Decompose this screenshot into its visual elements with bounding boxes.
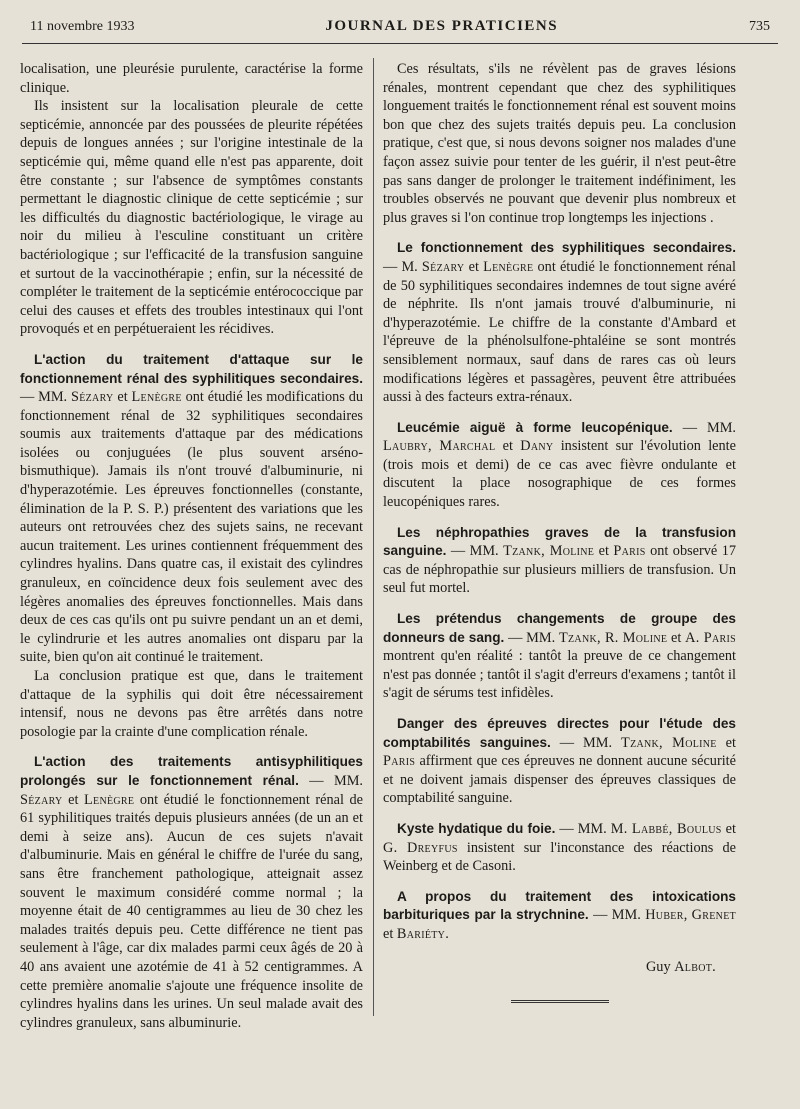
article-renal-attack-treatment	[20, 351, 363, 741]
author-name: M. Labbé, Boulus	[610, 820, 722, 837]
article-donor-groups	[383, 610, 736, 703]
header-rule	[22, 43, 778, 44]
right-column	[383, 60, 736, 1005]
author-name: Dany	[520, 438, 554, 455]
article-transfusion-nephropathy	[383, 524, 736, 598]
paragraph: Ils insistent sur la localisation pleurale de cette septicémie, annoncée par des poussées de pleurite répétées depuis de longues années ; sur l'origine intestinale de la septicémie qui, même quand elle n'est pas apparente, doit être constante ; sur l'absence de symptômes constants permettant le diagnostic clinique de cette septicémie ; sur les difficultés du diagnostic bactériologique, le virage au noir du milieu à l'esculine constituant un critère bactériologique ; sur l'efficacité de la transfusion sanguine et surtout de la vaccinothérapie ; enfin, sur la nécessité de compléter le traitement de la septicémie entérococcique par celui des causes et effets des troubles intestinaux qui l'ont provoqués et en perpétueraient les récidives.	[20, 98, 363, 338]
article-text: Danger des épreuves directes pour l'étude des comptabilités sanguines. — MM. Tzank, Moline et Paris affirment que ces épreuves ne donnent aucune sécurité et ne doivent jamais dispenser des épreuves classiques de comptabilité sanguine.	[383, 716, 736, 807]
article-secondary-syphilitics	[383, 239, 736, 406]
article-text: Les prétendus changements de groupe des donneurs de sang. — MM. Tzank, R. Moline et A. Paris montrent qu'en réalité : tantôt la preuve de ce changement n'est pas donnée ; tantôt il s'agit d'erreurs d'examens ; tantôt il s'agit de sérums test infidèles.	[383, 611, 736, 702]
article-heading: L'action du traitement d'attaque sur le fonctionnement rénal des syphilitiques secondaires.	[20, 351, 363, 386]
article-text: Le fonctionnement des syphilitiques secondaires. — M. Sézary et Lenègre ont étudié le fonctionnement rénal de 50 syphilitiques secondaires indemnes de tout signe avéré de néphrite. Ils n'ont jamais trouvé d'albuminurie, ni d'hyperazotémie. Le chiffre de la constante d'Ambard et l'épreuve de la phénolsulfone-phtaléine se sont montrés sensiblement normaux, sauf dans de rares cas où leurs modifications légères et passagères, peuvent être attribuées aussi à des facteurs extra-rénaux.	[383, 240, 736, 406]
article-heading: Leucémie aiguë à forme leucopénique.	[397, 419, 673, 435]
article-text: Leucémie aiguë à forme leucopénique. — MM. Laubry, Marchal et Dany insistent sur l'évolution lente (trois mois et demi) de ce cas avec fièvre ondulante et discutent la place nosographique de ces formes leucopéniques rares.	[383, 419, 736, 511]
article-text: L'action des traitements antisyphilitiques prolongés sur le fonctionnement rénal. — MM. Sézary et Lenègre ont étudié le fonctionnement rénal de 61 syphilitiques traités depuis plusieurs années (de un an et demi à seize ans). Aucun de ces sujets n'avait d'albuminurie. Mais en général le chiffre de l'urée du sang, sans être franchement pathologique, atteignait assez souvent le maximum considéré comme normal ; la moyenne était de 40 centigrammes au lieu de 30 chez les malades traités depuis peu. Cette différence ne tient pas seulement à l'âge, car dix malades parmi ceux âgés de 20 à 40 ans avaient une azotémie de 41 à 52 centigrammes. A cette première anomalie s'ajoute une fréquence insolite de cylindres hyalins dans les urines. Un seul malade avait des cylindres granuleux, sans albuminurie.	[20, 754, 364, 1031]
author-name: A. Paris	[685, 629, 736, 646]
end-ornament-rule	[511, 1000, 609, 1005]
article-hydatid-cyst	[383, 820, 736, 876]
article-heading: Les néphropathies graves de la transfusion sanguine.	[383, 524, 736, 559]
author-name: Laubry, Marchal	[383, 438, 496, 455]
article-heading: A propos du traitement des intoxications barbituriques par la strychnine.	[383, 888, 736, 923]
article-heading: Les prétendus changements de groupe des donneurs de sang.	[383, 611, 736, 645]
author-name: Sézary	[70, 389, 114, 406]
author-name: Sézary	[421, 258, 465, 275]
author-name: Tzank, R. Moline	[558, 629, 668, 646]
article-prolonged-treatment	[20, 753, 363, 1032]
article-heading: Danger des épreuves directes pour l'étude des comptabilités sanguines.	[383, 716, 736, 750]
article-heading: Le fonctionnement des syphilitiques secondaires.	[397, 240, 736, 256]
author-name: Bariéty	[396, 925, 446, 942]
author-name: Lenègre	[483, 258, 534, 275]
article-compatibility-tests	[383, 715, 736, 808]
article-text: Kyste hydatique du foie. — MM. M. Labbé, Boulus et G. Dreyfus insistent sur l'inconstance des réactions de Weinberg et de Casoni.	[383, 820, 736, 875]
paragraph: localisation, une pleurésie purulente, caractérise la forme clinique.	[20, 61, 363, 96]
author-name: Tzank, Moline	[621, 734, 717, 751]
article-text: L'action du traitement d'attaque sur le fonctionnement rénal des syphilitiques secondaires. — MM. Sézary et Lenègre ont étudié les modifications du fonctionnement rénal de 32 syphilitiques secondaires soumis aux traitements d'attaque par des médications isolées ou conjuguées (le plus souvent arséno-bismuthique). Jamais ils n'ont trouvé d'albuminurie, ni d'hyperazotémie. Les épreuves fonctionnelles (constante, élimination de la P. S. P.) présentent des variations que les auteurs ont retrouvées chez des sujets sains, ne recevant aucun traitement. Les urines contiennent fréquemment des cylindres hyalins. Dans quatre cas, il existait des cylindres granuleux, en coïncidence deux fois seulement avec des légères anomalies des épreuves fonctionnelles. Mais dans deux de ces cas qu'ils ont pu suivre pendant un an et demi, le cylindrurie et les autres anomalies ont disparu par la suite, bien qu'on ait continué le traitement.	[20, 351, 363, 666]
paragraph: Ces résultats, s'ils ne révèlent pas de graves lésions rénales, montrent cependant que chez des syphilitiques longuement traités le fonctionnement rénal est souvent moins bon que chez des sujets traités depuis peu. La conclusion pratique, c'est que, si nous devons soigner nos malades d'une façon assez suivie pour tenter de les guérir, il n'est peut-être pas sans danger de prolonger le traitement indéfiniment, les troubles observés ne pouvant que devenir plus nombreux et plus graves si l'on continue trop longtemps les injections .	[383, 61, 736, 226]
author-name: Tzank, Moline	[503, 543, 595, 560]
paragraph: La conclusion pratique est que, dans le traitement d'attaque de la syphilis qui doit être nécessairement intensif, nous ne devons pas être arrêtés dans notre posologie par la crainte d'une complication rénale.	[20, 668, 363, 740]
signature: Guy Albot.	[645, 958, 716, 975]
author-name: Paris	[613, 543, 646, 560]
header-date: 11 novembre 1933	[30, 19, 135, 34]
author-name: Huber	[645, 907, 684, 924]
author-name: Sézary	[20, 791, 63, 808]
article-text: Les néphropathies graves de la transfusion sanguine. — MM. Tzank, Moline et Paris ont observé 17 cas de néphropathie sur plusieurs milliers de transfusion. Un seul fut mortel.	[383, 524, 736, 597]
article-text: A propos du traitement des intoxications barbituriques par la strychnine. — MM. Huber, Grenet et Bariéty.	[383, 888, 737, 942]
article-heading: L'action des traitements antisyphilitiques prolongés sur le fonctionnement rénal.	[20, 754, 363, 788]
article-leukemia	[383, 419, 736, 512]
author-name: G. Dreyfus	[383, 839, 458, 856]
author-name: Lenègre	[84, 791, 135, 808]
author-name: Grenet	[691, 907, 737, 924]
left-column	[20, 60, 363, 1032]
article-barbiturate-intoxication	[383, 888, 736, 944]
column-divider	[373, 58, 374, 1016]
header-journal-title: JOURNAL DES PRATICIENS	[325, 18, 559, 34]
header-page-number: 735	[748, 19, 770, 34]
author-name: Lenègre	[131, 389, 182, 406]
article-heading: Kyste hydatique du foie.	[397, 820, 556, 836]
running-header	[30, 18, 770, 40]
author-name: Paris	[383, 753, 416, 770]
